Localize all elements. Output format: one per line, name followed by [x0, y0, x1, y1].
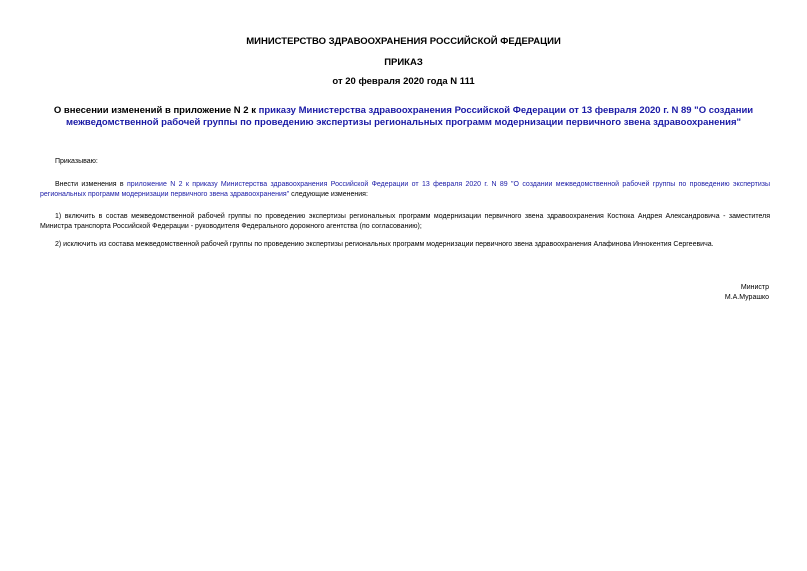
- main-prefix: Внести изменения в: [55, 181, 128, 188]
- document-type: ПРИКАЗ: [384, 57, 423, 68]
- subject-order-link[interactable]: приказу Министерства здравоохранения Российской Федерации от 13 февраля 2020 г. N 89 "О создании межведомственной рабочей группы по проведению экспертизы региональных программ модернизации первичного звена здравоохранения": [65, 105, 754, 128]
- main-suffix: следующие изменения:: [289, 190, 368, 198]
- document-date-number: от 20 февраля 2020 года N 111: [332, 76, 475, 87]
- ministry-heading: МИНИСТЕРСТВО ЗДРАВООХРАНЕНИЯ РОССИЙСКОЙ ФЕДЕРАЦИИ: [246, 36, 561, 47]
- document-subject: [40, 105, 767, 129]
- signature-name: М.А.Мурашко: [724, 294, 769, 301]
- subject-prefix: О внесении изменений в приложение N 2 к: [53, 105, 259, 116]
- intro-paragraph: Приказываю:: [55, 158, 98, 165]
- item-1-paragraph: 1) включить в состав межведомственной рабочей группы по проведению экспертизы региональных программ модернизации первичного звена здравоохранения Костюка Андрея Александровича - заместителя Министра транспорта Российской Федерации - руководителя Федерального дорожного агентства (по согласованию);: [40, 213, 770, 230]
- item-2-paragraph: 2) исключить из состава межведомственной рабочей группы по проведению экспертизы региональных программ модернизации первичного звена здравоохранения Алафинова Иннокентия Сергеевича.: [55, 241, 714, 248]
- signature-position: Министр: [740, 284, 769, 291]
- main-paragraph: [40, 180, 770, 199]
- appendix-link[interactable]: приложение N 2 к приказу Министерства здравоохранения Российской Федерации от 13 февраля 2020 г. N 89 "О создании межведомственной рабочей группы по проведению экспертизы региональных программ модернизации первичного звена здравоохранения": [40, 181, 770, 198]
